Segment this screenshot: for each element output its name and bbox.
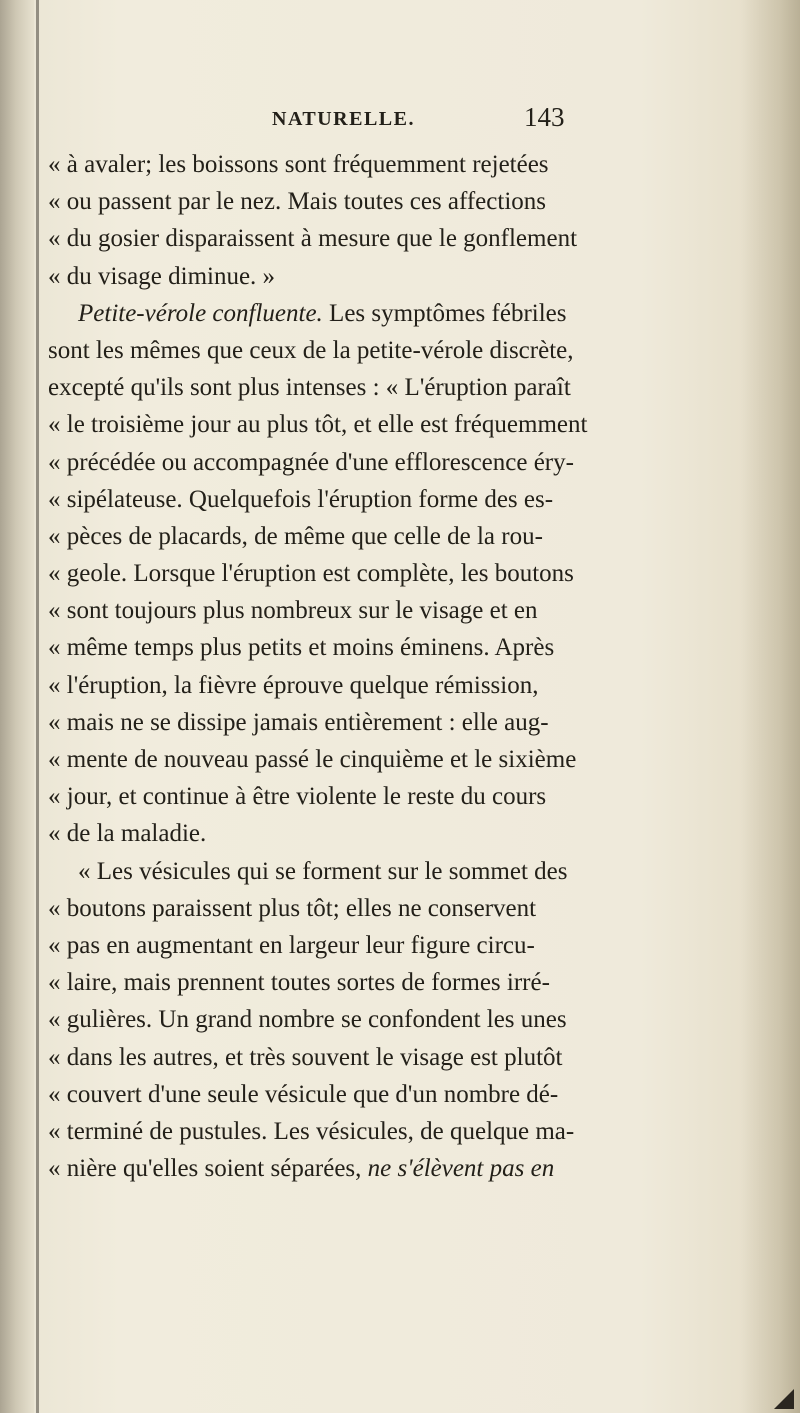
text-line: « mente de nouveau passé le cinquième et le sixième: [48, 746, 577, 773]
paragraph-heading-rest: Les symptômes fébriles: [322, 299, 567, 327]
text-line: « couvert d'une seule vésicule que d'un nombre dé-: [48, 1080, 559, 1108]
page-edge-shadow: [740, 0, 800, 1413]
text-line: « terminé de pustules. Les vésicules, de quelque ma-: [48, 1117, 575, 1145]
text-line: « du visage diminue. »: [48, 262, 276, 290]
text-line: « précédée ou accompagnée d'une efflorescence éry-: [48, 448, 574, 476]
text-line: « l'éruption, la fièvre éprouve quelque rémission,: [48, 671, 539, 699]
paragraph-heading: Petite-vérole confluente.: [78, 299, 323, 327]
text-line: « gulières. Un grand nombre se confondent les unes: [48, 1006, 567, 1034]
last-text-line: [48, 1150, 738, 1187]
text-line: « du gosier disparaissent à mesure que le gonflement: [48, 225, 578, 253]
text-line: « jour, et continue à être violente le reste du cours: [48, 783, 547, 811]
corner-mark: [774, 1389, 794, 1409]
text-line: « laire, mais prennent toutes sortes de formes irré-: [48, 969, 550, 997]
text-line: « pèces de placards, de même que celle de la rou-: [48, 522, 543, 550]
text-line: « le troisième jour au plus tôt, et elle est fréquemment: [48, 411, 588, 439]
binding-gutter: [0, 0, 34, 1413]
text-line: excepté qu'ils sont plus intenses : « L'éruption paraît: [48, 374, 571, 402]
text-line: « Les vésicules qui se forment sur le sommet des: [78, 857, 568, 885]
text-line: « de la maladie.: [48, 820, 207, 848]
spine-shadow: [36, 0, 39, 1413]
text-line: sont les mêmes que ceux de la petite-vérole discrète,: [48, 336, 574, 364]
text-line: « pas en augmentant en largeur leur figure circu-: [48, 931, 535, 959]
text-line: « sont toujours plus nombreux sur le visage et en: [48, 597, 538, 625]
text-line: « mais ne se dissipe jamais entièrement : elle aug-: [48, 708, 549, 736]
running-title: NATURELLE.: [272, 108, 415, 130]
paragraph-heading-line: [48, 295, 738, 332]
text-line: « même temps plus petits et moins éminens. Après: [48, 634, 555, 662]
page-number: 143: [524, 102, 565, 132]
last-line-roman: « nière qu'elles soient séparées,: [48, 1155, 362, 1183]
text-line: « à avaler; les boissons sont fréquemment rejetées: [48, 151, 549, 178]
text-line: « boutons paraissent plus tôt; elles ne conservent: [48, 894, 537, 922]
text-line: « dans les autres, et très souvent le visage est plutôt: [48, 1043, 563, 1071]
text-line: « sipélateuse. Quelquefois l'éruption forme des es-: [48, 485, 554, 513]
page-header: [0, 104, 800, 144]
last-line-italic: ne s'élèvent pas en: [361, 1155, 555, 1183]
text-line: « geole. Lorsque l'éruption est complète, les boutons: [48, 560, 574, 588]
text-line: « ou passent par le nez. Mais toutes ces affections: [48, 188, 546, 216]
body-text: [48, 146, 738, 1187]
